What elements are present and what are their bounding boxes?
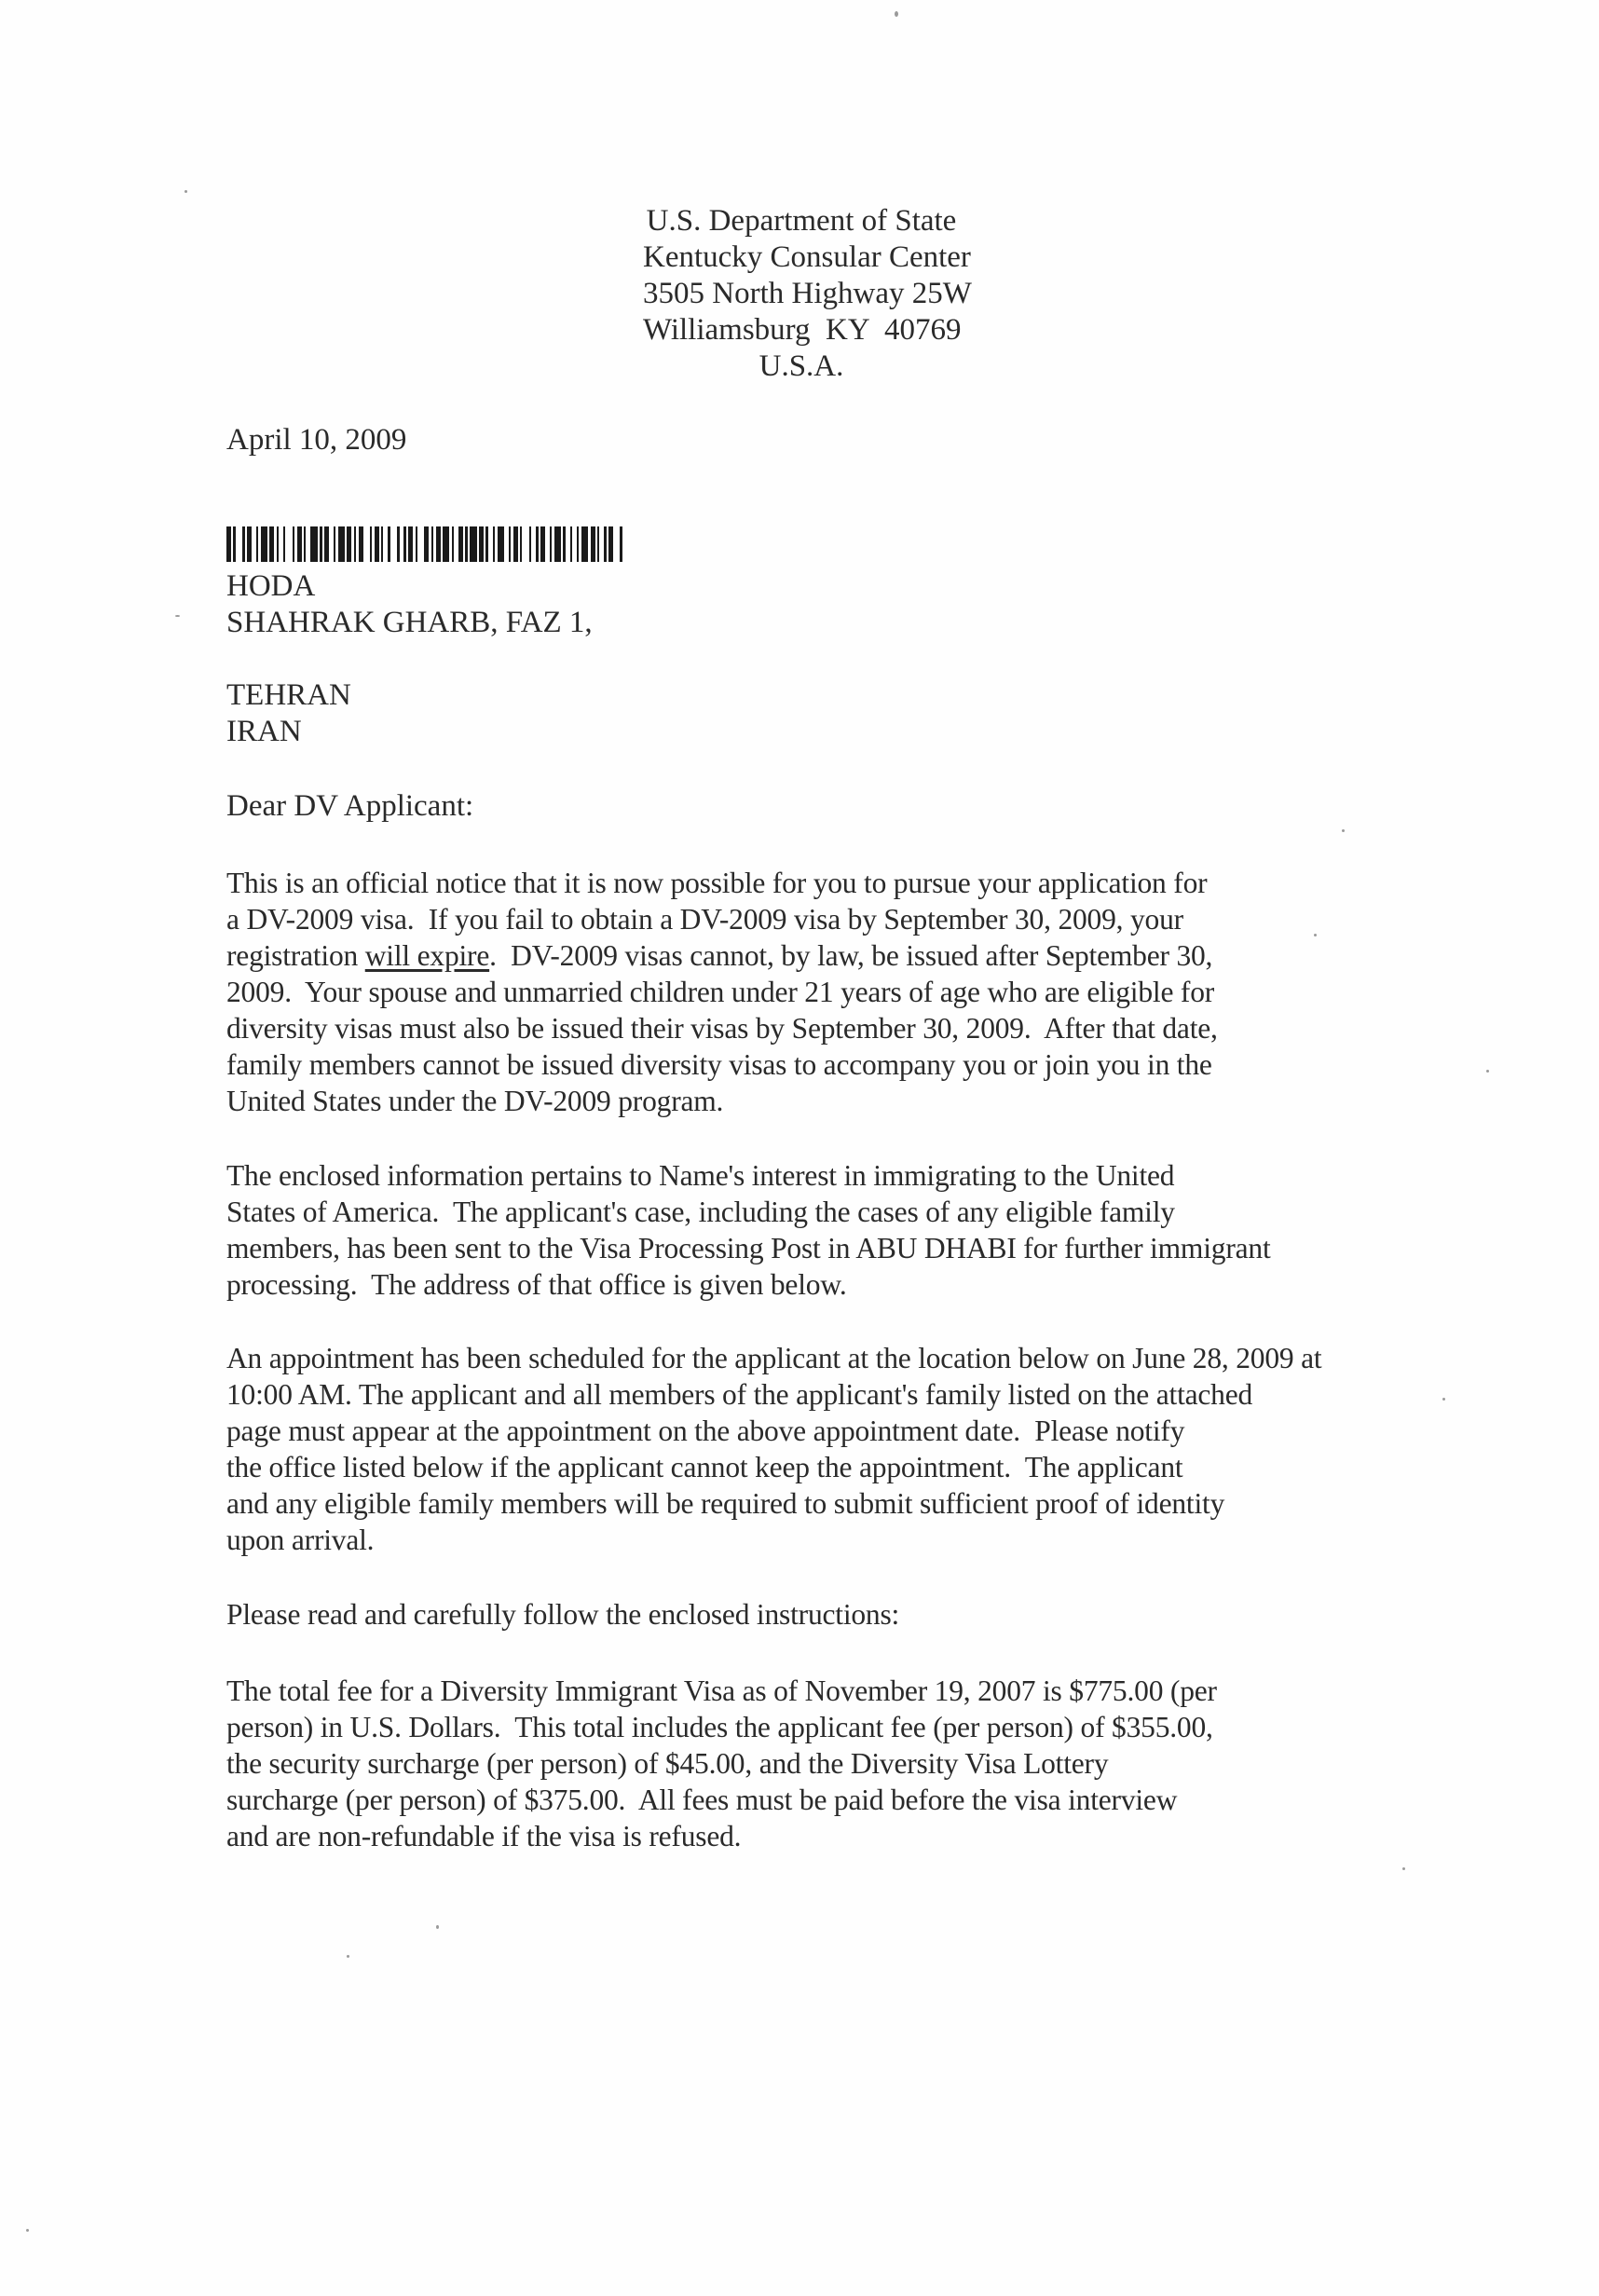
paragraph-line: the office listed below if the applicant cannot keep the appointment. The applicant xyxy=(226,1451,1183,1483)
paragraph-line: The total fee for a Diversity Immigrant Visa as of November 19, 2007 is $775.00 (per xyxy=(226,1674,1217,1707)
sender-line: U.S. Department of State xyxy=(646,204,957,238)
paragraph-instructions xyxy=(226,1596,899,1633)
paragraph-notice xyxy=(226,865,1218,1119)
paragraph-case-info xyxy=(226,1157,1271,1303)
barcode-gap xyxy=(363,526,370,562)
recipient-country: IRAN xyxy=(226,715,302,748)
underlined-text: will expire xyxy=(364,939,490,972)
barcode-bar xyxy=(261,526,267,562)
scan-speck xyxy=(184,190,187,193)
paragraph-line: This is an official notice that it is now possible for you to pursue your application for xyxy=(226,867,1208,899)
line-segment: . DV-2009 visas cannot, by law, be issued after September 30, xyxy=(489,939,1213,972)
barcode-bar xyxy=(581,526,588,562)
paragraph-appointment xyxy=(226,1340,1321,1558)
barcode-gap xyxy=(236,526,242,562)
paragraph-line: a DV-2009 visa. If you fail to obtain a DV-2009 visa by September 30, 2009, your xyxy=(226,903,1183,936)
paragraph-line: and any eligible family members will be required to submit sufficient proof of identity xyxy=(226,1487,1225,1520)
line-segment: registration xyxy=(226,939,365,972)
recipient-city: TEHRAN xyxy=(226,678,351,712)
paragraph-line: diversity visas must also be issued their visas by September 30, 2009. After that date, xyxy=(226,1012,1218,1045)
paragraph-line: Please read and carefully follow the enclosed instructions: xyxy=(226,1598,900,1631)
paragraph-line: family members cannot be issued diversity visas to accompany you or join you in the xyxy=(226,1048,1212,1081)
barcode-gap xyxy=(390,526,397,562)
barcode-gap xyxy=(285,526,292,562)
barcode-gap xyxy=(522,526,528,562)
barcode-bar xyxy=(498,526,504,562)
paragraph-line: person) in U.S. Dollars. This total includes the applicant fee (per person) of $355.00, xyxy=(226,1711,1213,1743)
paragraph-line: States of America. The applicant's case, including the cases of any eligible family xyxy=(226,1196,1175,1228)
scan-speck xyxy=(1442,1398,1445,1401)
paragraph-line: page must appear at the appointment on the above appointment date. Please notify xyxy=(226,1414,1185,1447)
barcode-bar xyxy=(310,526,317,562)
barcode-bar xyxy=(554,526,561,562)
paragraph-line: upon arrival. xyxy=(226,1524,375,1556)
scan-speck xyxy=(347,1955,349,1958)
scan-speck xyxy=(1342,829,1345,832)
barcode-gap xyxy=(622,526,624,562)
barcode xyxy=(226,526,625,562)
scan-speck xyxy=(26,2229,29,2232)
paragraph-line: 10:00 AM. The applicant and all members of the applicant's family listed on the attached xyxy=(226,1378,1253,1411)
sender-line: 3505 North Highway 25W xyxy=(643,277,972,310)
scan-speck xyxy=(1314,934,1317,936)
letter-date: April 10, 2009 xyxy=(226,423,407,457)
paragraph-line: members, has been sent to the Visa Processing Post in ABU DHABI for further immigrant xyxy=(226,1232,1271,1264)
paragraph-line: and are non-refundable if the visa is refused. xyxy=(226,1820,742,1852)
paragraph-line xyxy=(226,937,1218,974)
recipient-street: SHAHRAK GHARB, FAZ 1, xyxy=(226,606,593,639)
recipient-address xyxy=(226,568,593,750)
scan-speck xyxy=(1486,1070,1489,1073)
recipient-name: HODA xyxy=(226,569,316,603)
salutation: Dear DV Applicant: xyxy=(226,789,474,823)
paragraph-line: An appointment has been scheduled for the applicant at the location below on June 28, 2009 at xyxy=(226,1342,1322,1374)
barcode-gap xyxy=(417,526,424,562)
sender-line: Kentucky Consular Center xyxy=(643,240,971,274)
paragraph-line: processing. The address of that office is given below. xyxy=(226,1268,847,1301)
paragraph-line: 2009. Your spouse and unmarried children under 21 years of age who are eligible for xyxy=(226,976,1215,1008)
barcode-bar xyxy=(470,526,476,562)
barcode-bar xyxy=(338,526,345,562)
paragraph-fees xyxy=(226,1673,1217,1854)
sender-address xyxy=(643,203,972,385)
sender-line: U.S.A. xyxy=(758,349,844,383)
paragraph-line: surcharge (per person) of $375.00. All fees must be paid before the visa interview xyxy=(226,1784,1178,1816)
barcode-bar xyxy=(443,526,449,562)
scan-speck xyxy=(175,615,180,617)
sender-line: Williamsburg KY 40769 xyxy=(643,313,962,347)
scan-speck xyxy=(1402,1867,1405,1870)
barcode-gap xyxy=(613,526,620,562)
scan-speck xyxy=(436,1925,439,1929)
paragraph-line: The enclosed information pertains to Name's interest in immigrating to the United xyxy=(226,1159,1175,1192)
scan-speck xyxy=(895,11,898,17)
paragraph-line: the security surcharge (per person) of $45.00, and the Diversity Visa Lottery xyxy=(226,1747,1109,1780)
paragraph-line: United States under the DV-2009 program. xyxy=(226,1085,724,1117)
